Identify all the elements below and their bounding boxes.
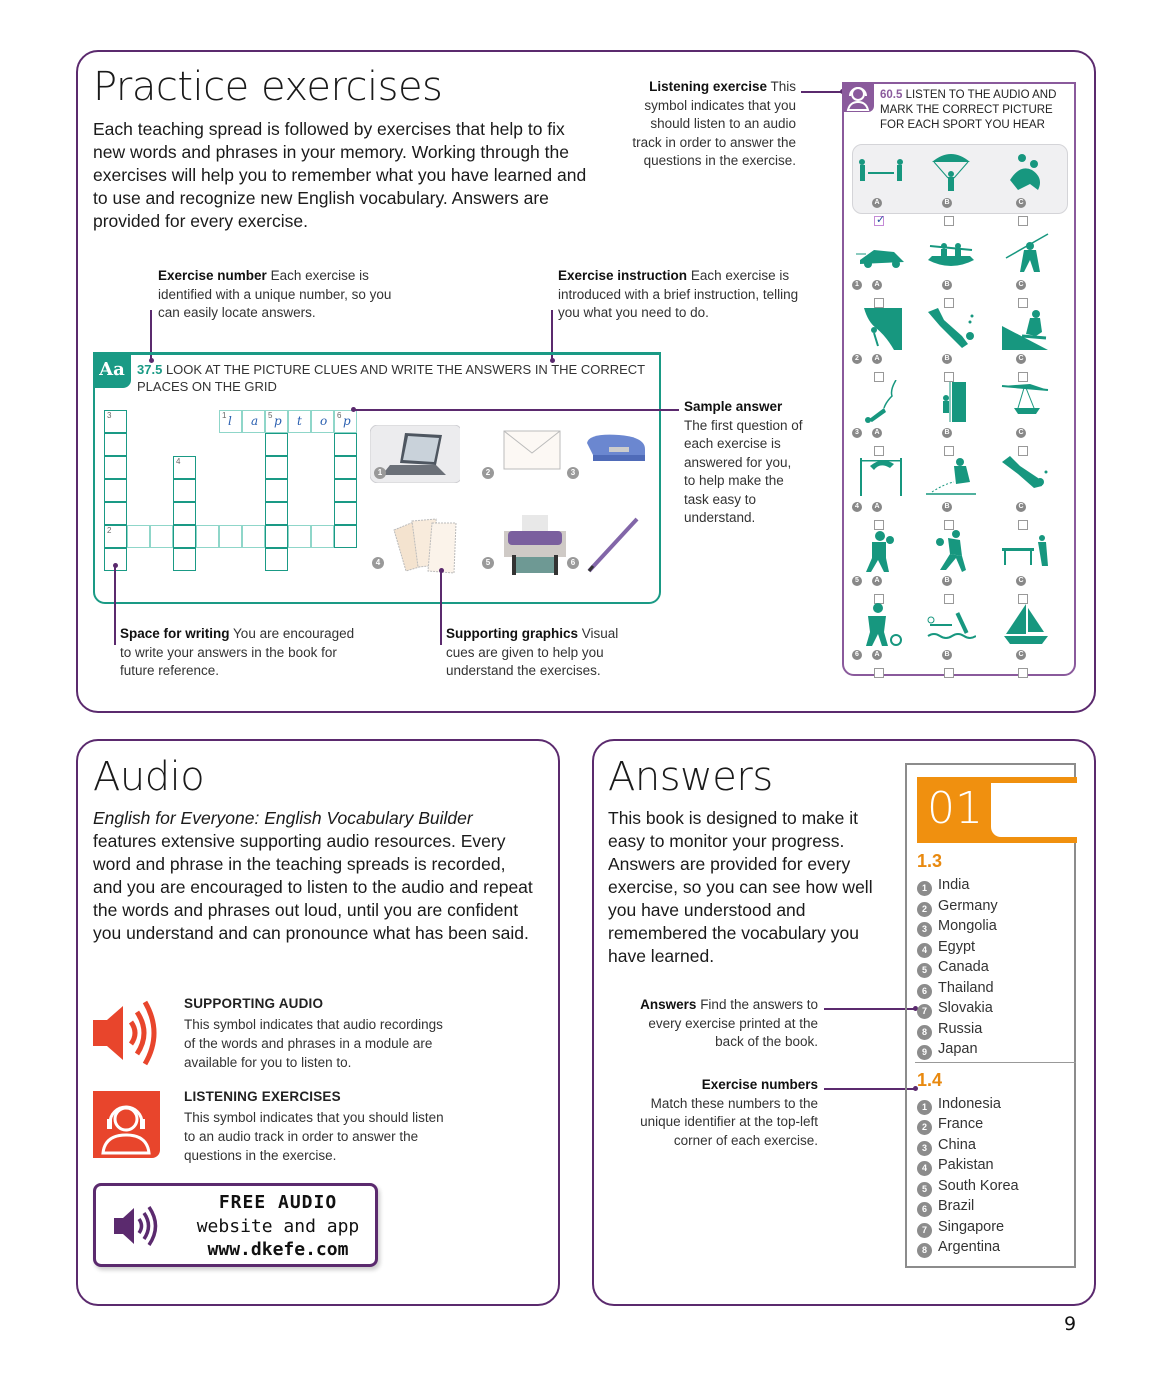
module-number: 01 <box>927 783 983 834</box>
picture-clue <box>565 515 655 575</box>
answer-item <box>917 1217 1004 1237</box>
high-jump-icon <box>856 454 906 498</box>
headphones-person-icon <box>93 1091 160 1158</box>
callout-exercise-number <box>158 267 398 323</box>
crossword-cell[interactable] <box>288 525 311 548</box>
callout-text: You are encouraged to write your answers in the book for future reference. <box>120 626 355 678</box>
answer-text: Slovakia <box>938 1000 993 1016</box>
answers-sample <box>905 763 1076 1268</box>
envelope-icon <box>494 425 564 480</box>
printer-icon <box>494 515 574 584</box>
answer-item <box>917 1237 1000 1257</box>
crossword-cell[interactable] <box>334 525 357 548</box>
crossword-cell[interactable] <box>104 479 127 502</box>
answer-item <box>917 1176 1019 1196</box>
sample-letter: a <box>251 414 259 428</box>
crossword-cell[interactable] <box>104 456 127 479</box>
clue-number: 2 <box>107 526 112 535</box>
banner-cutout <box>991 783 1077 837</box>
clue-number: 4 <box>176 457 181 466</box>
callout-label: Sample answer <box>684 399 783 414</box>
crossword-cell[interactable] <box>127 525 150 548</box>
callout-answers <box>630 996 818 1052</box>
headphones-person-icon <box>842 82 874 112</box>
audio-intro <box>93 807 533 945</box>
callout-label: Listening exercise <box>649 79 767 94</box>
answer-text: Egypt <box>938 938 976 955</box>
answer-number: 8 <box>917 1025 932 1040</box>
option-letter: B <box>942 502 952 512</box>
clue-number: 1 <box>222 411 227 420</box>
javelin-icon <box>1000 232 1050 276</box>
snowboarding-icon <box>1000 306 1050 350</box>
crossword-cell[interactable] <box>242 525 265 548</box>
crossword-cell[interactable] <box>242 410 265 433</box>
audio-title: Audio <box>93 754 205 800</box>
answer-number: 2 <box>917 902 932 917</box>
answer-number: 4 <box>917 1161 932 1176</box>
option-letter: C <box>1016 650 1026 660</box>
checkbox[interactable] <box>1018 668 1028 678</box>
clue-number-badge: 6 <box>567 557 579 569</box>
rafting-icon <box>926 232 976 276</box>
answer-text: Thailand <box>938 979 994 996</box>
speaker-icon <box>93 998 163 1068</box>
question-number: 2 <box>852 354 862 364</box>
long-jump-icon <box>926 454 976 498</box>
option-letter: A <box>872 280 882 290</box>
option-letter: C <box>1016 198 1026 208</box>
checkbox[interactable] <box>1018 216 1028 226</box>
answer-number: 9 <box>917 1045 932 1060</box>
option-letter: B <box>942 576 952 586</box>
answer-item <box>917 1094 1001 1114</box>
checkmark-icon: ✓ <box>876 214 886 226</box>
example-exercise <box>93 352 661 604</box>
exercise-number: 37.5 <box>137 362 163 377</box>
answer-item <box>917 1196 974 1216</box>
answer-text: Argentina <box>938 1239 1001 1255</box>
sailing-icon <box>1000 602 1050 646</box>
answer-option[interactable] <box>942 576 954 587</box>
picture-clue <box>370 425 460 485</box>
crossword-cell[interactable] <box>265 525 288 548</box>
bungee-jumping-icon <box>856 380 906 424</box>
callout-space-for-writing <box>120 625 355 681</box>
question-number: 4 <box>852 502 862 512</box>
callout-exercise-numbers <box>630 1076 818 1150</box>
question-number: 1 <box>852 280 862 290</box>
answer-item <box>917 916 997 936</box>
crossword-cell[interactable] <box>104 502 127 525</box>
option-letter: A <box>872 650 882 660</box>
crossword-cell[interactable] <box>265 479 288 502</box>
answer-item <box>917 937 975 957</box>
crossword-cell[interactable] <box>150 525 173 548</box>
crossword-cell[interactable] <box>265 548 288 571</box>
exercise-instruction: LISTEN TO THE AUDIO AND MARK THE CORRECT PICTURE FOR EACH SPORT YOU HEAR <box>880 89 1057 131</box>
callout-text: Each exercise is identified with a unique number, so you can easily locate answers. <box>158 268 392 320</box>
listening-exercises-title: LISTENING EXERCISES <box>184 1089 341 1104</box>
paper-icon <box>384 515 464 580</box>
answer-option[interactable] <box>1016 198 1028 209</box>
option-letter: B <box>942 428 952 438</box>
answer-text: France <box>938 1116 984 1132</box>
crossword-cell[interactable] <box>219 410 242 433</box>
book-title: English for Everyone: English Vocabulary Builder <box>93 808 473 828</box>
climbing-icon <box>926 380 976 424</box>
option-letter: C <box>1016 280 1026 290</box>
checkbox[interactable] <box>874 216 884 226</box>
answer-option[interactable] <box>1016 280 1028 291</box>
option-letter: A <box>872 354 882 364</box>
callout-label: Supporting graphics <box>446 626 579 641</box>
answer-number: 5 <box>917 963 932 978</box>
answer-option[interactable] <box>942 650 954 661</box>
hang-gliding-icon <box>1000 380 1050 424</box>
answer-option[interactable] <box>872 576 884 587</box>
crossword-cell[interactable] <box>311 525 334 548</box>
question-number: 5 <box>852 576 862 586</box>
crossword-cell[interactable] <box>173 456 196 479</box>
sample-letter: p <box>274 414 282 428</box>
answer-item <box>917 1155 994 1175</box>
answer-item <box>917 957 989 977</box>
question-number: 6 <box>852 650 862 660</box>
answer-item <box>917 978 994 998</box>
clue-number: 6 <box>337 411 342 420</box>
answer-number: 1 <box>917 881 932 896</box>
crossword-cell[interactable] <box>173 525 196 548</box>
answer-number: 7 <box>917 1004 932 1019</box>
answer-item <box>917 1114 983 1134</box>
sample-letter: t <box>297 414 302 428</box>
callout-text: The first question of each exercise is answered for you, to help make the task easy to understand. <box>684 417 803 525</box>
callout-label: Exercise instruction <box>558 268 688 283</box>
crossword-cell[interactable] <box>334 433 357 456</box>
speaker-icon <box>114 1204 164 1248</box>
answer-option[interactable] <box>1016 428 1028 439</box>
option-letter: A <box>872 428 882 438</box>
stapler-icon <box>579 425 649 480</box>
callout-exercise-instruction <box>558 267 803 323</box>
clue-number-badge: 1 <box>374 467 386 479</box>
callout-text: This symbol indicates that you should listen to an audio track in order to answer the questions in the exercise. <box>632 79 796 168</box>
judo-icon <box>1000 150 1050 194</box>
sample-letter: l <box>228 414 232 428</box>
callout-label: Answers <box>640 997 697 1012</box>
picture-clue <box>370 515 460 575</box>
answer-text: Japan <box>938 1041 978 1057</box>
exercise-heading <box>137 361 647 395</box>
leader-line <box>114 565 116 645</box>
answer-option[interactable] <box>942 502 954 513</box>
clue-number: 3 <box>107 411 112 420</box>
answer-number: 5 <box>917 1182 932 1197</box>
exercise-number: 1.3 <box>917 851 943 871</box>
exercise-number: 60.5 <box>880 89 903 101</box>
answer-number: 6 <box>917 1202 932 1217</box>
callout-text: Find the answers to every exercise printed at the back of the book. <box>648 997 818 1049</box>
boxing-icon <box>856 528 906 572</box>
clue-number-badge: 2 <box>482 467 494 479</box>
answer-number: 2 <box>917 1120 932 1135</box>
parachuting-icon <box>926 150 976 194</box>
answer-number: 3 <box>917 1141 932 1156</box>
callout-sample-answer <box>684 398 806 528</box>
leader-line <box>824 1008 916 1010</box>
crossword-cell[interactable] <box>104 433 127 456</box>
exercise-instruction: LOOK AT THE PICTURE CLUES AND WRITE THE ANSWERS IN THE CORRECT PLACES ON THE GRID <box>137 362 645 394</box>
crossword-cell[interactable] <box>104 525 127 548</box>
option-letter: A <box>872 502 882 512</box>
answer-text: Singapore <box>938 1218 1005 1235</box>
crossword-cell[interactable] <box>334 502 357 525</box>
free-audio-url[interactable]: www.dkefe.com <box>207 1239 349 1260</box>
crossword-cell[interactable] <box>196 525 219 548</box>
crossword-cell[interactable] <box>104 410 127 433</box>
answer-number: 1 <box>917 1100 932 1115</box>
leader-dot <box>439 568 444 573</box>
sample-letter: p <box>343 414 351 428</box>
callout-text: Visual cues are given to help you understand the exercises. <box>446 626 619 678</box>
answer-text: Mongolia <box>938 918 997 934</box>
answer-option[interactable] <box>942 354 954 365</box>
crossword-cell[interactable] <box>173 502 196 525</box>
answer-text: Indonesia <box>938 1095 1001 1112</box>
answer-item <box>917 875 969 895</box>
answer-option[interactable] <box>1016 502 1028 513</box>
crossword-cell[interactable] <box>265 410 288 433</box>
picture-clue <box>480 425 570 485</box>
crossword-cell[interactable] <box>219 525 242 548</box>
practice-title: Practice exercises <box>93 64 443 110</box>
rock-climbing-icon <box>856 306 906 350</box>
soccer-icon <box>856 602 906 646</box>
answer-text: India <box>938 877 970 893</box>
free-audio-title: FREE AUDIO <box>218 1192 338 1213</box>
checkbox[interactable] <box>874 668 884 678</box>
crossword-cell[interactable] <box>288 410 311 433</box>
crossword-cell[interactable] <box>265 433 288 456</box>
scuba-diving-icon <box>926 306 976 350</box>
crossword-cell[interactable] <box>173 479 196 502</box>
callout-text: Each exercise is introduced with a brief instruction, telling you what you need to do. <box>558 268 799 320</box>
clue-number-badge: 4 <box>372 557 384 569</box>
leader-line <box>440 570 442 645</box>
answer-text: Russia <box>938 1020 983 1037</box>
crossword-cell[interactable] <box>334 456 357 479</box>
answer-text: Brazil <box>938 1198 975 1214</box>
crossword-cell[interactable] <box>334 479 357 502</box>
sample-letter: o <box>320 414 328 428</box>
leader-line <box>801 91 843 93</box>
listening-heading <box>880 88 1075 133</box>
callout-label: Exercise number <box>158 268 267 283</box>
answer-item <box>917 1019 982 1039</box>
answer-option[interactable] <box>872 502 884 513</box>
checkbox[interactable] <box>944 668 954 678</box>
answer-option[interactable] <box>872 280 884 291</box>
crossword-cell[interactable] <box>265 502 288 525</box>
answer-option[interactable] <box>872 428 884 439</box>
crossword-cell[interactable] <box>173 548 196 571</box>
answer-number: 7 <box>917 1223 932 1238</box>
page-number: 9 <box>1064 1313 1077 1335</box>
answer-option[interactable] <box>1016 576 1028 587</box>
answer-option[interactable] <box>942 428 954 439</box>
picture-clue <box>480 515 570 575</box>
answer-item <box>917 1039 978 1059</box>
callout-supporting-graphics <box>446 625 646 681</box>
answer-text: China <box>938 1136 976 1153</box>
swimming-icon <box>926 602 976 646</box>
motor-racing-icon <box>856 232 906 276</box>
answer-number: 8 <box>917 1243 932 1258</box>
leader-line <box>824 1088 916 1090</box>
answer-option[interactable] <box>872 650 884 661</box>
answer-item <box>917 1135 976 1155</box>
option-letter: B <box>942 198 952 208</box>
callout-label: Space for writing <box>120 626 230 641</box>
answer-option[interactable] <box>1016 650 1028 661</box>
answer-text: Canada <box>938 959 989 975</box>
option-letter: C <box>1016 576 1026 586</box>
question-number: 3 <box>852 428 862 438</box>
listening-exercises-text: This symbol indicates that you should listen to an audio track in order to answer the questions in the exercise. <box>184 1110 444 1163</box>
answer-number: 3 <box>917 922 932 937</box>
free-audio-badge[interactable] <box>93 1183 378 1267</box>
option-letter: C <box>1016 354 1026 364</box>
pool-icon <box>1000 528 1050 572</box>
diving-icon <box>1000 454 1050 498</box>
answer-text: Pakistan <box>938 1157 994 1173</box>
answer-number: 6 <box>917 984 932 999</box>
leader-dot <box>351 407 356 412</box>
free-audio-subtitle: website and app <box>196 1216 360 1237</box>
answer-number: 4 <box>917 943 932 958</box>
leader-line <box>353 409 679 411</box>
answer-text: Germany <box>938 897 998 914</box>
callout-text: Match these numbers to the unique identifier at the top-left corner of each exercise. <box>640 1095 818 1148</box>
answers-intro: This book is designed to make it easy to monitor your progress. Answers are provided for every exercise, so you can see how well you have understood and remembered the vocabulary you have learned. <box>608 808 873 966</box>
answer-text: South Korea <box>938 1177 1019 1194</box>
crossword-cell[interactable] <box>334 410 357 433</box>
callout-label: Exercise numbers <box>701 1077 818 1092</box>
option-letter: A <box>872 576 882 586</box>
answer-option[interactable] <box>1016 354 1028 365</box>
table-tennis-icon <box>856 150 906 194</box>
checkbox[interactable] <box>944 216 954 226</box>
audio-intro-text: features extensive supporting audio resources. Every word and phrase in the teaching spreads is recorded, and you are encouraged to listen to the audio and repeat the words and phrases out loud, until you are confident you understand and can pronounce what has been said. <box>93 831 533 943</box>
option-letter: A <box>872 198 882 208</box>
option-letter: B <box>942 650 952 660</box>
clue-number: 5 <box>268 411 273 420</box>
answer-option[interactable] <box>872 354 884 365</box>
exercise-number: 1.4 <box>917 1069 943 1090</box>
divider <box>915 1062 1076 1063</box>
callout-listening-exercise <box>630 78 796 171</box>
module-banner <box>917 777 1077 843</box>
listening-exercise-example <box>842 82 1076 676</box>
bowling-icon <box>926 528 976 572</box>
answer-option[interactable] <box>942 280 954 291</box>
answers-title: Answers <box>608 754 773 800</box>
crossword-cell[interactable] <box>311 410 334 433</box>
pencil-icon <box>579 515 649 580</box>
option-letter: B <box>942 354 952 364</box>
answer-item <box>917 998 993 1018</box>
answer-item <box>917 896 998 916</box>
supporting-audio-title: SUPPORTING AUDIO <box>184 996 324 1011</box>
answer-option[interactable] <box>942 198 954 209</box>
option-letter: C <box>1016 502 1026 512</box>
option-letter: C <box>1016 428 1026 438</box>
clue-number-badge: 5 <box>482 557 494 569</box>
clue-number-badge: 3 <box>567 467 579 479</box>
vocabulary-tab-icon: Aa <box>93 352 131 388</box>
crossword-cell[interactable] <box>265 456 288 479</box>
practice-intro: Each teaching spread is followed by exercises that help to fix new words and phrases in your memory. Working through the exercises will help you to remember what you have learned and to use and recognize new English vocabulary. Answers are provided for every exercise. <box>93 119 587 231</box>
option-letter: B <box>942 280 952 290</box>
picture-clue <box>565 425 655 485</box>
answer-option[interactable] <box>872 198 886 226</box>
laptop-icon <box>370 425 460 488</box>
supporting-audio-text: This symbol indicates that audio recordings of the words and phrases in a module are available for you to listen to. <box>184 1017 443 1070</box>
leader-dot <box>113 563 118 568</box>
